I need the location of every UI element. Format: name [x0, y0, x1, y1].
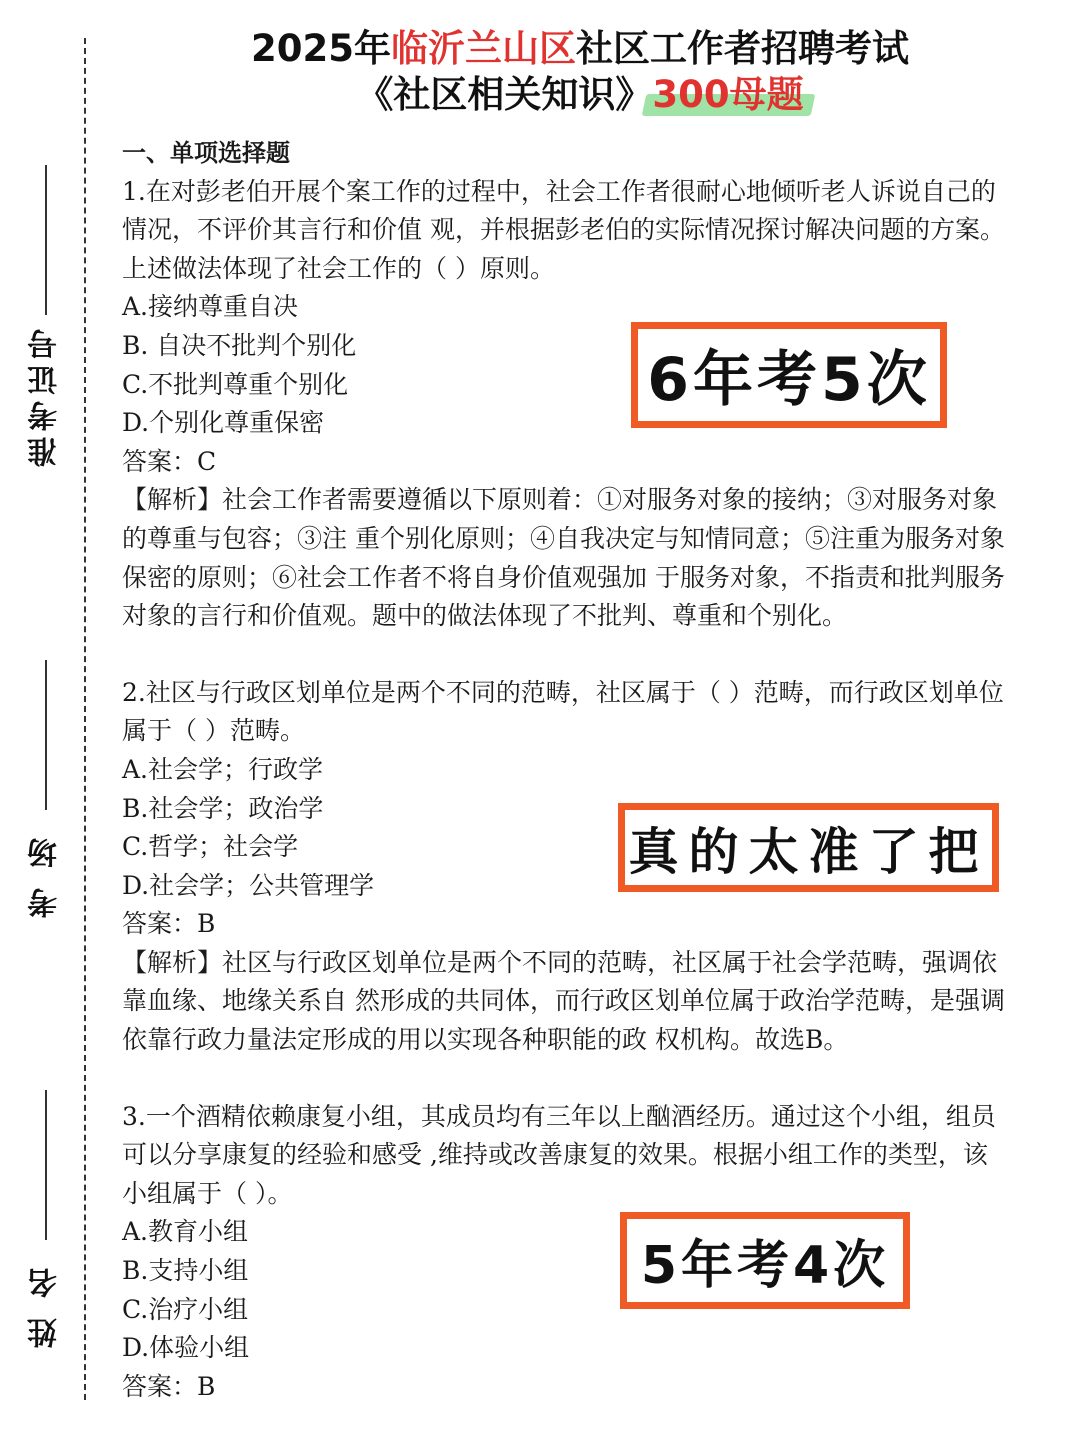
spacer — [122, 636, 1052, 674]
analysis-line: 靠血缘、地缘关系自 然形成的共同体，而行政区划单位属于政治学范畴，是强调 — [122, 986, 1005, 1016]
name-field — [26, 1090, 66, 1348]
title-line-1 — [110, 26, 1050, 72]
question-stem-line: 小组属于（ ）。 — [122, 1178, 293, 1208]
section-title: 一、单项选择题 — [122, 139, 290, 167]
question-stem-line: 可以分享康复的经验和感受 ,维持或改善康复的效果。根据小组工作的类型，该 — [122, 1140, 988, 1170]
title-year: 2025年 — [251, 27, 391, 70]
spacer — [122, 1060, 1052, 1098]
option: C.不批判尊重个别化 — [122, 369, 349, 399]
answer: 答案：B — [122, 909, 216, 939]
title-line-2 — [110, 72, 1050, 118]
question-stem-line: 1.在对彭老伯开展个案工作的过程中，社会工作者很耐心地倾听老人诉说自己的 — [122, 176, 996, 206]
option: B.社会学；政治学 — [122, 793, 324, 823]
option: B.支持小组 — [122, 1256, 249, 1286]
dashed-cut-line — [84, 38, 86, 1400]
option: B. 自决不批判个别化 — [122, 330, 357, 360]
title-district: 临沂兰山区 — [390, 27, 576, 70]
analysis-line: 【解析】社区与行政区划单位是两个不同的范畴，社区属于社会学范畴，强调依 — [122, 947, 998, 977]
answer: 答案：B — [122, 1371, 216, 1401]
exam-id-label: 准考证号 — [28, 323, 63, 467]
question-stem-line: 3.一个酒精依赖康复小组，其成员均有三年以上酗酒经历。通过这个小组，组员 — [122, 1101, 996, 1131]
option: A.社会学；行政学 — [122, 754, 324, 784]
name-label: 姓名 — [28, 1248, 63, 1348]
exam-id-field — [26, 165, 66, 467]
option: D.体验小组 — [122, 1333, 250, 1363]
accuracy-stamp: 真的太准了把 — [618, 803, 999, 892]
analysis-line: 依靠行政力量法定形成的用以实现各种职能的政 权机构。故选B。 — [122, 1025, 849, 1055]
analysis-line: 保密的原则；⑥社会工作者不将自身价值观强加 于服务对象，不指责和批判服务 — [122, 562, 1005, 592]
exam-id-underline — [45, 165, 47, 315]
name-underline — [45, 1090, 47, 1240]
exam-room-label: 考场 — [28, 818, 63, 918]
page-title — [110, 26, 1050, 118]
option: A.教育小组 — [122, 1217, 249, 1247]
analysis-line: 对象的言行和价值观。题中的做法体现了不批判、尊重和个别化。 — [122, 601, 848, 631]
title-highlight: 300母题 — [652, 73, 804, 116]
option: D.社会学；公共管理学 — [122, 870, 375, 900]
analysis-line: 的尊重与包容；③注 重个别化原则；④自我决定与知情同意；⑤注重为服务对象 — [122, 523, 1005, 553]
question-stem-line: 2.社区与行政区划单位是两个不同的范畴，社区属于（ ）范畴，而行政区划单位 — [122, 677, 1004, 707]
exam-room-field — [26, 660, 66, 918]
frequency-stamp-2: 5年考4次 — [620, 1212, 910, 1309]
question-stem-line: 属于（ ）范畴。 — [122, 716, 305, 746]
frequency-stamp-1: 6年考5次 — [631, 322, 947, 428]
option: D.个别化尊重保密 — [122, 408, 325, 438]
analysis-line: 【解析】社会工作者需要遵循以下原则着：①对服务对象的接纳；③对服务对象 — [122, 485, 998, 515]
option: A.接纳尊重自决 — [122, 292, 299, 322]
title-exam: 社区工作者招聘考试 — [575, 27, 909, 70]
question-3 — [122, 1098, 1052, 1407]
exam-room-underline — [45, 660, 47, 810]
question-stem-line: 上述做法体现了社会工作的（ ）原则。 — [122, 253, 555, 283]
title-subject: 《社区相关知识》 — [356, 73, 653, 116]
answer: 答案：C — [122, 446, 217, 476]
option: C.治疗小组 — [122, 1294, 249, 1324]
binding-margin — [0, 0, 100, 1440]
question-stem-line: 情况，不评价其言行和价值 观，并根据彭老伯的实际情况探讨解决问题的方案。 — [122, 215, 1005, 245]
option: C.哲学；社会学 — [122, 832, 299, 862]
